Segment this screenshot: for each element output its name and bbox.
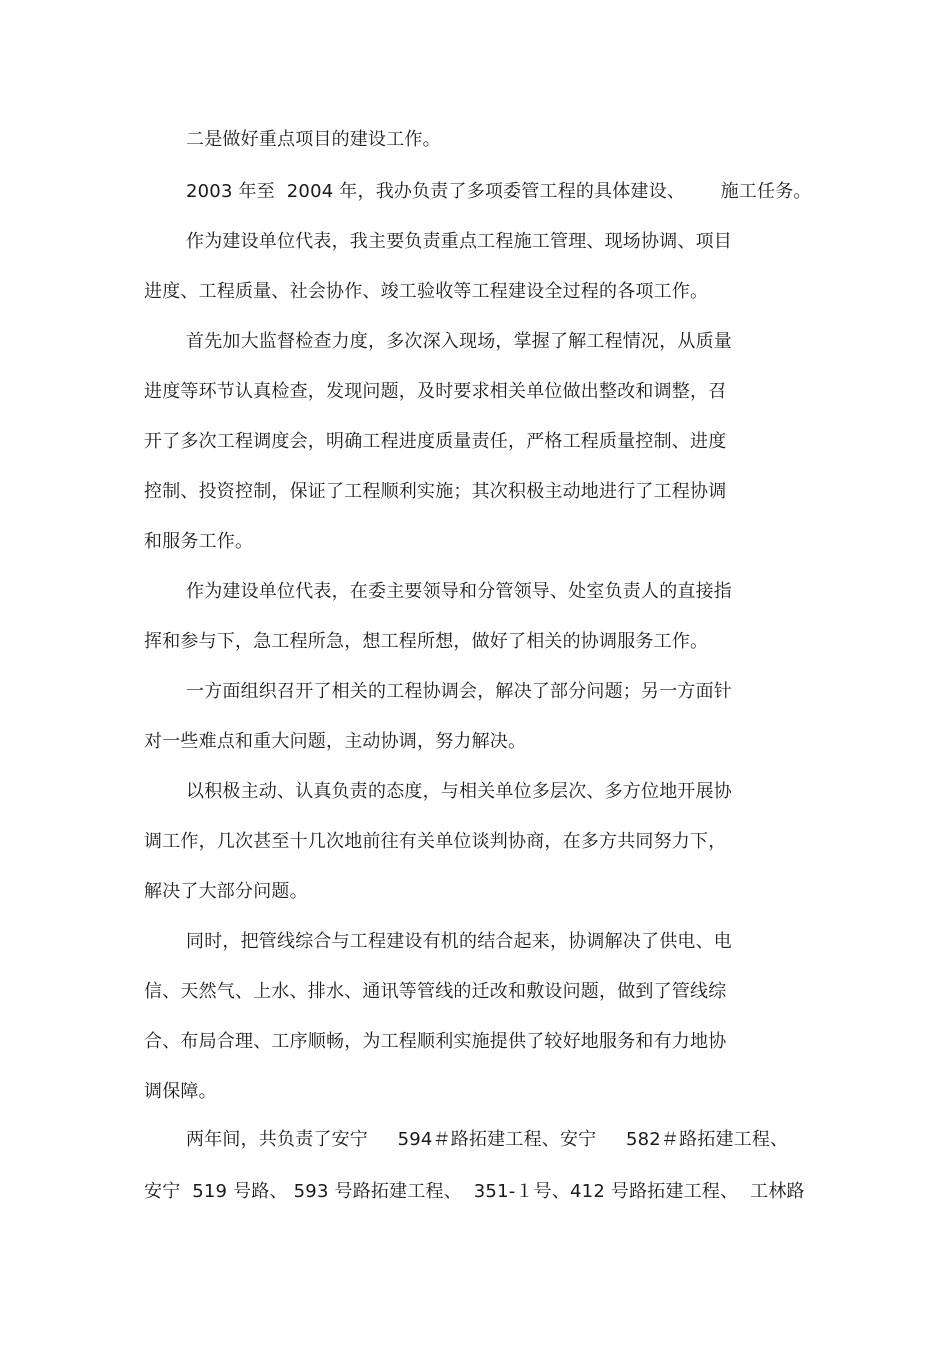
- text-line: 信、天然气、上水、排水、通讯等管线的迁改和敷设问题，做到了管线综: [144, 981, 727, 1002]
- text-line: 合、布局合理、工序顺畅，为工程顺利实施提供了较好地服务和有力地协: [144, 1031, 727, 1052]
- text-line: 同时，把管线综合与工程建设有机的结合起来，协调解决了供电、电: [186, 931, 732, 952]
- text-line: 两年间，共负责了安宁 594＃路拓建工程、安宁 582＃路拓建工程、: [186, 1129, 789, 1150]
- text-line: 安宁 519 号路、 593 号路拓建工程、 351-１号、412 号路拓建工程、 工林路: [144, 1181, 805, 1202]
- text-line: 调工作，几次甚至十几次地前往有关单位谈判协商，在多方共同努力下，: [144, 831, 727, 852]
- text-line: 控制、投资控制，保证了工程顺利实施；其次积极主动地进行了工程协调: [144, 481, 727, 502]
- text-line: 2003 年至 2004 年，我办负责了多项委管工程的具体建设、 施工任务。: [186, 181, 812, 202]
- text-line: 挥和参与下，急工程所急，想工程所想，做好了相关的协调服务工作。: [144, 631, 709, 652]
- text-line: 以积极主动、认真负责的态度，与相关单位多层次、多方位地开展协: [186, 781, 732, 802]
- text-line: 进度等环节认真检查，发现问题，及时要求相关单位做出整改和调整，召: [144, 381, 727, 402]
- text-line: 开了多次工程调度会，明确工程进度质量责任，严格工程质量控制、进度: [144, 431, 727, 452]
- text-line: 进度、工程质量、社会协作、竣工验收等工程建设全过程的各项工作。: [144, 281, 709, 302]
- text-line: 作为建设单位代表，我主要负责重点工程施工管理、现场协调、项目: [186, 231, 732, 252]
- text-line: 作为建设单位代表，在委主要领导和分管领导、处室负责人的直接指: [186, 581, 732, 602]
- text-line: 一方面组织召开了相关的工程协调会，解决了部分问题；另一方面针: [186, 681, 732, 702]
- text-line: 二是做好重点项目的建设工作。: [186, 129, 441, 150]
- text-line: 调保障。: [144, 1081, 217, 1102]
- text-line: 对一些难点和重大问题，主动协调，努力解决。: [144, 731, 527, 752]
- text-line: 解决了大部分问题。: [144, 881, 308, 902]
- text-line: 和服务工作。: [144, 531, 254, 552]
- text-line: 首先加大监督检查力度，多次深入现场，掌握了解工程情况，从质量: [186, 331, 732, 352]
